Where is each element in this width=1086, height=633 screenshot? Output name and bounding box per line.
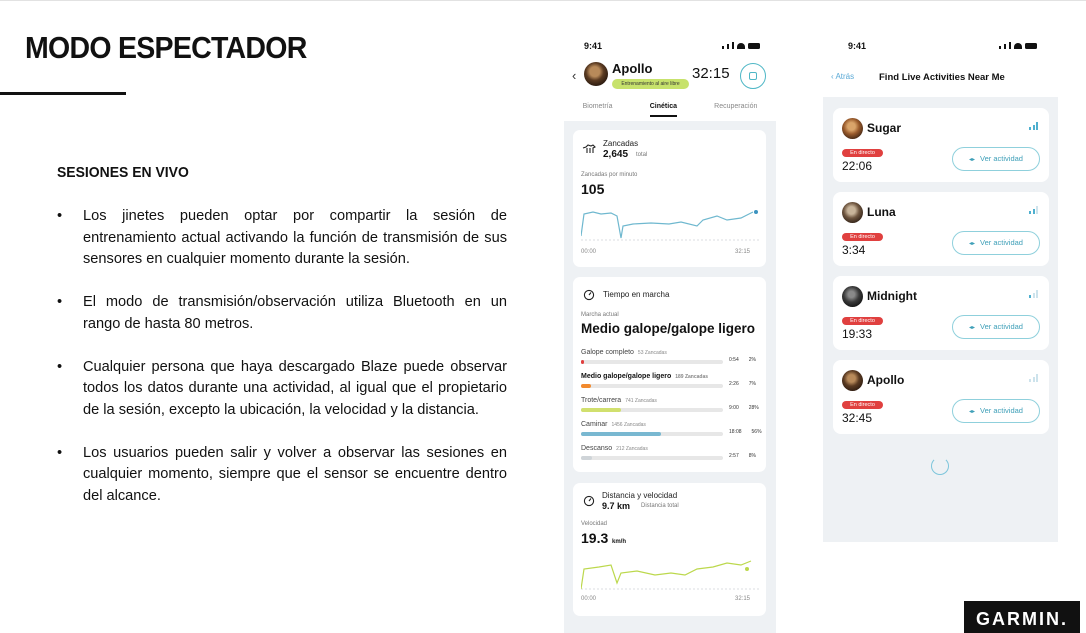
speed-chart: [581, 555, 759, 593]
signal-bar: [1036, 290, 1038, 298]
axis-start: 00:00: [581, 249, 597, 255]
gait-progress-track: [581, 456, 723, 460]
gauge-icon: [583, 289, 595, 301]
gait-name-text: Descanso: [581, 445, 613, 452]
signal-bar: [1033, 377, 1035, 383]
chevron-left-icon[interactable]: ‹: [572, 68, 577, 83]
live-activities-header: [823, 30, 1058, 97]
bullet-text: El modo de transmisión/observación utiliza Bluetooth en un rango de hasta 80 metros.: [83, 294, 507, 332]
stop-icon: [749, 72, 757, 80]
gait-time: 2:26: [729, 381, 739, 387]
battery-icon: [1025, 43, 1037, 49]
gait-progress-fill: [581, 360, 584, 364]
back-button[interactable]: [831, 72, 854, 81]
gait-time-pct: [729, 453, 756, 459]
gait-strides: 212 Zancadas: [616, 446, 648, 452]
gait-progress-track: [581, 384, 723, 388]
gait-name: [581, 445, 759, 452]
status-icons: [722, 42, 760, 49]
signal-icon: [1029, 290, 1038, 298]
horse-avatar: [842, 202, 863, 223]
view-activity-button[interactable]: [952, 231, 1040, 255]
stride-rate-label: Zancadas por minuto: [581, 172, 638, 178]
broadcast-icon: ◂▸: [969, 325, 976, 331]
strides-total: 2,645: [603, 149, 629, 160]
bullet-text: Los jinetes pueden optar por compartir la sesión de entrenamiento actual activando la función de transmisión de sus sensores en cualquier momento durante la sesión.: [83, 208, 507, 267]
activity-time: 19:33: [842, 327, 873, 341]
cell-signal-bar: [732, 42, 734, 49]
phone-live-activities-screen: [823, 30, 1058, 542]
bullet-glyph: •: [57, 208, 63, 224]
live-badge: En directo: [842, 401, 883, 409]
gait-name: [581, 421, 759, 428]
live-activity-card[interactable]: [833, 108, 1049, 182]
gait-strides: 1456 Zancadas: [611, 422, 646, 428]
activity-time: 22:06: [842, 159, 873, 173]
slide-title: MODO ESPECTADOR: [25, 30, 307, 65]
signal-icon: [1029, 122, 1038, 130]
gauge-icon: [583, 495, 595, 507]
top-divider: [0, 0, 1086, 1]
activity-horse-name: Luna: [867, 205, 896, 219]
view-activity-button[interactable]: [952, 399, 1040, 423]
session-header: [564, 30, 776, 121]
view-activity-button[interactable]: [952, 315, 1040, 339]
gait-row: [581, 421, 762, 435]
live-badge: En directo: [842, 233, 883, 241]
tab-biometria[interactable]: Biometría: [582, 103, 613, 110]
gait-progress-track: [581, 432, 723, 436]
bullet-glyph: •: [57, 358, 63, 375]
speed-line: [581, 561, 751, 589]
current-gait-value: Medio galope/galope ligero: [581, 321, 756, 336]
signal-bar: [1029, 295, 1031, 298]
gait-row: [581, 349, 759, 363]
gait-time-pct: [729, 429, 762, 435]
live-activity-card[interactable]: [833, 276, 1049, 350]
elapsed-time: 32:15: [692, 65, 730, 82]
gait-name-text: Medio galope/galope ligero: [581, 373, 672, 380]
stride-rate-line: [581, 212, 753, 238]
gait-strides: 741 Zancadas: [625, 398, 657, 404]
section-title: SESIONES EN VIVO: [57, 164, 189, 181]
tab-cinetica[interactable]: Cinética: [650, 103, 677, 117]
status-time: 9:41: [584, 41, 603, 51]
gait-time-card[interactable]: [573, 277, 766, 472]
back-label: Atrás: [835, 72, 855, 81]
gait-progress-fill: [581, 384, 591, 388]
gait-pct: 28%: [748, 405, 759, 411]
bullet-item: [57, 206, 507, 271]
cell-signal-bar: [727, 44, 729, 49]
wifi-icon: [1014, 43, 1022, 49]
view-activity-label: Ver actividad: [980, 154, 1023, 163]
gait-progress-track: [581, 408, 723, 412]
view-activity-label: Ver actividad: [980, 238, 1023, 247]
distance-title: Distancia y velocidad: [602, 491, 678, 500]
bullet-item: [57, 357, 507, 422]
signal-bar: [1033, 293, 1035, 299]
signal-bar: [1036, 122, 1038, 130]
horse-avatar: [584, 62, 608, 86]
battery-icon: [748, 43, 760, 49]
gait-name: [581, 349, 759, 356]
gait-name: [581, 397, 759, 404]
strides-total-label: total: [636, 152, 648, 158]
gait-time: 2:57: [729, 453, 739, 459]
distance-value: 9.7 km: [602, 501, 631, 511]
horse-icon: [582, 144, 596, 154]
view-activity-button[interactable]: [952, 147, 1040, 171]
gait-pct: 7%: [748, 381, 756, 387]
gait-row: [581, 373, 759, 387]
gait-progress-fill: [581, 408, 621, 412]
chart-current-point: [745, 567, 749, 571]
gait-row: [581, 445, 759, 459]
signal-bar: [1033, 125, 1035, 131]
distance-label: Distancia total: [641, 503, 679, 509]
garmin-logo: GARMIN.: [964, 601, 1080, 633]
title-underline: [0, 92, 126, 95]
gait-progress-fill: [581, 432, 661, 436]
axis-start: 00:00: [581, 596, 597, 602]
strides-card[interactable]: [573, 130, 766, 267]
tab-recuperacion[interactable]: Recuperación: [714, 103, 758, 110]
status-time: 9:41: [848, 41, 867, 51]
gait-pct: 8%: [748, 453, 756, 459]
bullet-text: Cualquier persona que haya descargado Blaze puede observar todos los datos durante una actividad, al igual que el propietario de la sesión, excepto la ubicación, la velocidad y la distancia.: [83, 358, 507, 418]
gait-time: 9:00: [729, 405, 739, 411]
bullet-text: Los usuarios pueden salir y volver a observar las sesiones en cualquier momento, siempre que el sensor se encuentre dentro del alcance.: [83, 444, 507, 504]
signal-bar: [1033, 209, 1035, 215]
cell-signal-icon: [722, 46, 724, 49]
gait-name: [581, 373, 759, 380]
gait-time-pct: [729, 357, 756, 363]
gait-progress-fill: [581, 456, 592, 460]
current-gait-label: Marcha actual: [581, 312, 619, 318]
session-type-badge: Entrenamiento al aire libre: [612, 79, 689, 89]
stride-rate-chart: [581, 206, 759, 246]
screen-title: Find Live Activities Near Me: [879, 72, 1005, 83]
gait-strides: 189 Zancadas: [675, 374, 709, 380]
live-badge: En directo: [842, 149, 883, 157]
signal-bar: [1036, 374, 1038, 382]
broadcast-icon: ◂▸: [969, 409, 976, 415]
activity-horse-name: Sugar: [867, 121, 902, 135]
axis-end: 32:15: [735, 596, 751, 602]
signal-icon: [1029, 374, 1038, 382]
activity-horse-name: Midnight: [867, 289, 917, 303]
bullet-item: [57, 443, 507, 508]
cell-signal-icon: [999, 46, 1001, 49]
horse-avatar: [842, 286, 863, 307]
broadcast-icon: ◂▸: [969, 241, 976, 247]
gait-time-pct: [729, 381, 756, 387]
cell-signal-bar: [1009, 42, 1011, 49]
activity-time: 32:45: [842, 411, 873, 425]
live-activity-card[interactable]: [833, 360, 1049, 434]
status-icons: [999, 42, 1037, 49]
broadcast-icon: ◂▸: [969, 157, 976, 163]
gait-title: Tiempo en marcha: [603, 290, 670, 299]
live-badge: En directo: [842, 317, 883, 325]
chevron-left-icon: ‹: [831, 72, 836, 81]
tab-bar: [564, 103, 776, 117]
bullet-item: [57, 292, 507, 335]
speed-unit: km/h: [612, 539, 627, 545]
speed-value: 19.3: [581, 530, 609, 546]
signal-bar: [1029, 211, 1031, 214]
cell-signal-bar: [1004, 44, 1006, 49]
bullet-list: [57, 206, 507, 529]
chart-current-point: [754, 210, 758, 214]
gait-name-text: Trote/carrera: [581, 397, 622, 404]
signal-bar: [1029, 127, 1031, 130]
signal-bar: [1029, 379, 1031, 382]
bullet-glyph: •: [57, 294, 63, 310]
phone-session-screen: [564, 30, 776, 633]
gait-name-text: Galope completo: [581, 349, 634, 356]
horse-name: Apollo: [612, 61, 653, 76]
signal-bar: [1036, 206, 1038, 214]
gait-strides: 53 Zancadas: [637, 350, 667, 356]
gait-pct: 56%: [751, 429, 762, 435]
gait-time-pct: [729, 405, 759, 411]
horse-avatar: [842, 118, 863, 139]
distance-speed-card[interactable]: [573, 483, 766, 616]
gait-time: 0:54: [729, 357, 739, 363]
speed-label: Velocidad: [581, 521, 608, 527]
strides-title: Zancadas: [603, 139, 639, 148]
view-activity-label: Ver actividad: [980, 406, 1023, 415]
wifi-icon: [737, 43, 745, 49]
view-activity-label: Ver actividad: [980, 322, 1023, 331]
gait-row: [581, 397, 759, 411]
gait-progress-track: [581, 360, 723, 364]
gait-time: 18:08: [729, 429, 742, 435]
activity-time: 3:34: [842, 243, 866, 257]
gait-pct: 2%: [748, 357, 756, 363]
stride-rate-value: 105: [581, 181, 605, 197]
signal-icon: [1029, 206, 1038, 214]
bullet-glyph: •: [57, 444, 63, 461]
axis-end: 32:15: [735, 249, 751, 255]
live-activity-card[interactable]: [833, 192, 1049, 266]
horse-avatar: [842, 370, 863, 391]
gait-name-text: Caminar: [581, 421, 608, 428]
stop-button[interactable]: [740, 63, 766, 89]
activity-horse-name: Apollo: [867, 373, 905, 387]
loading-spinner-icon: [931, 457, 949, 475]
